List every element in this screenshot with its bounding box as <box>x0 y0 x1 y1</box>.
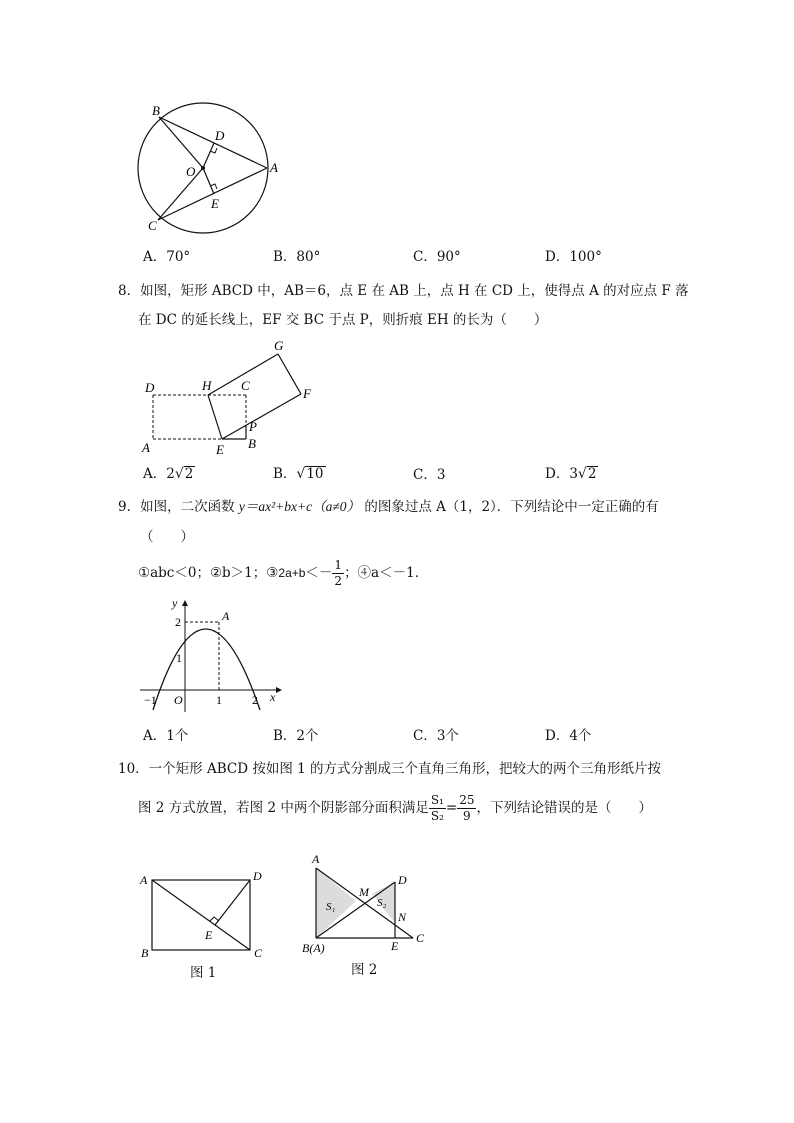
label-E: E <box>216 442 224 457</box>
q8-question-line1: 8．如图，矩形 ABCD 中，AB＝6，点 E 在 AB 上，点 H 在 CD 上，使得点 A 的对应点 F 落 <box>118 283 689 299</box>
q9-question-line1: 9．如图，二次函数 y＝ax²+bx+c（a≠0） 的图象过点 A（1，2）．下列结论中一定正确的有 <box>118 499 659 515</box>
q9-question-line2: （ ） <box>140 529 194 545</box>
label-C: C <box>148 218 157 233</box>
label-BA: B(A) <box>302 941 325 955</box>
label-H: H <box>202 378 212 393</box>
q9-option-a: A．1个 <box>143 728 189 744</box>
tick-neg1: −1 <box>144 693 157 707</box>
q10-fig1-caption: 图 1 <box>190 965 217 981</box>
shaded-S1 <box>316 868 356 938</box>
q7-option-a: A．70° <box>143 249 191 265</box>
label-origin: O <box>174 693 183 707</box>
label-y: y <box>172 596 178 610</box>
q8-option-c: C．3 <box>413 467 446 483</box>
q8-option-b: B．√10 <box>273 466 324 482</box>
tick-1: 1 <box>176 651 182 665</box>
q10-fig2-caption: 图 2 <box>351 962 378 978</box>
q9-option-d: D．4个 <box>545 728 592 744</box>
tick-x2: 2 <box>252 693 258 707</box>
q10-question-line1: 10．一个矩形 ABCD 按如图 1 的方式分割成三个直角三角形，把较大的两个三角形纸片按 <box>118 761 662 777</box>
q7-option-b: B．80° <box>273 249 321 265</box>
label-C: C <box>241 378 250 393</box>
label-E: E <box>391 939 399 953</box>
label-D: D <box>145 380 155 395</box>
label-E: E <box>211 196 219 211</box>
q7-option-d: D．100° <box>545 249 602 265</box>
q10-question-line2: 图 2 方式放置，若图 2 中两个阴影部分面积满足 $\frac{\text{S₁}}{\text{S₂}}$ = $\frac{25}{9}$ ，下列结论错误的是（ ） <box>138 793 652 823</box>
label-D: D <box>215 128 225 143</box>
label-E: E <box>205 928 213 942</box>
label-S2: S₂ <box>377 897 387 909</box>
tick-2: 2 <box>175 615 181 629</box>
q8-option-a: A．2√2 <box>143 466 194 482</box>
label-B: B <box>152 103 160 118</box>
label-C: C <box>254 946 263 960</box>
label-x: x <box>270 690 276 704</box>
label-C: C <box>416 931 425 945</box>
q9-conclusions: ①abc＜0；②b＞1；③2a+b＜－ $\frac{1}{2}$ ；④a＜－1． <box>138 558 429 588</box>
label-A: A <box>312 852 320 866</box>
label-S1: S₁ <box>326 901 336 913</box>
label-P: P <box>249 419 257 434</box>
label-D: D <box>253 869 262 883</box>
label-A: A <box>270 160 278 175</box>
label-D: D <box>398 873 407 887</box>
q8-question-line2: 在 DC 的延长线上，EF 交 BC 于点 P，则折痕 EH 的长为（ ） <box>138 312 548 328</box>
q8-option-d: D．3√2 <box>545 466 597 482</box>
label-G: G <box>274 338 284 353</box>
q7-option-c: C．90° <box>413 249 461 265</box>
tick-x1: 1 <box>216 693 222 707</box>
label-F: F <box>303 386 311 401</box>
label-B: B <box>248 436 256 451</box>
label-B: B <box>141 946 149 960</box>
label-A: A <box>140 873 148 887</box>
label-A: A <box>142 440 150 455</box>
q9-option-b: B．2个 <box>273 728 319 744</box>
label-O: O <box>186 164 196 179</box>
label-M: M <box>359 885 369 899</box>
label-A: A <box>222 609 230 623</box>
label-N: N <box>398 910 407 924</box>
q9-option-c: C．3个 <box>413 728 459 744</box>
